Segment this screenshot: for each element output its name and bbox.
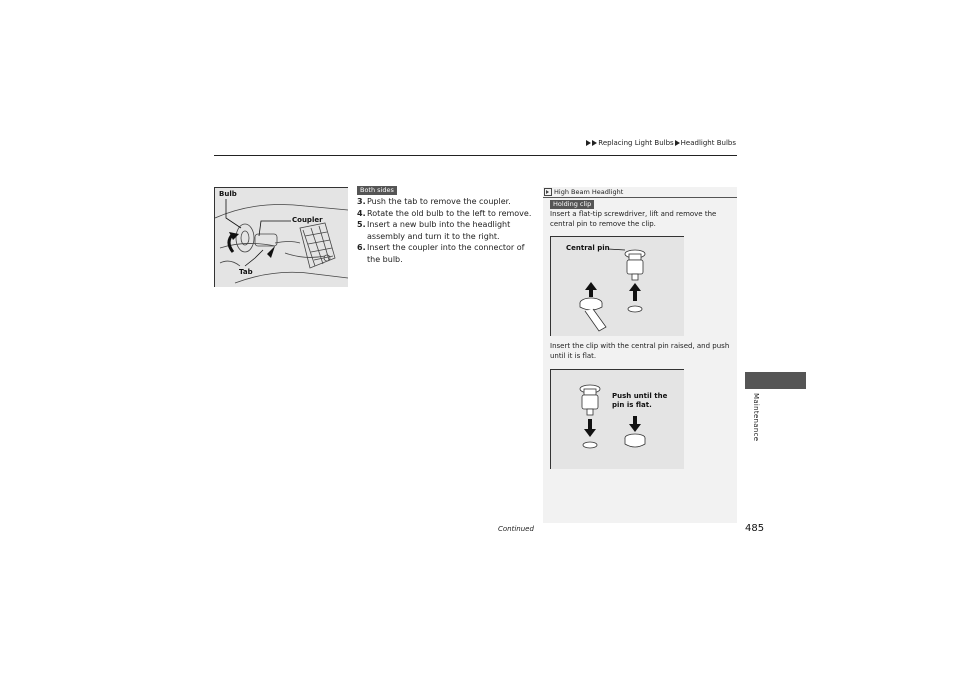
breadcrumb-item[interactable]: Replacing Light Bulbs [598, 139, 674, 147]
step-number: 5. [357, 220, 366, 229]
note-header[interactable] [543, 187, 737, 198]
continued-label: Continued [498, 525, 534, 533]
note-text-insert: Insert the clip with the central pin raised, and push until it is flat. [550, 342, 730, 360]
breadcrumb-item[interactable]: Headlight Bulbs [680, 139, 736, 147]
clip-insert-illustration [551, 370, 684, 469]
breadcrumb [586, 139, 736, 147]
step-number: 3. [357, 197, 366, 206]
coupler-label: Coupler [292, 216, 323, 224]
tab-label: Tab [239, 268, 253, 276]
headlight-assembly-illustration [215, 188, 348, 287]
step-item [357, 242, 537, 265]
maintenance-side-tab[interactable] [745, 372, 806, 389]
triangle-right-icon [586, 140, 591, 146]
side-tab-label: Maintenance [752, 393, 760, 442]
triangle-right-icon [592, 140, 597, 146]
step-number: 4. [357, 208, 366, 218]
push-label-line1: Push until the [612, 392, 668, 400]
step-item [357, 219, 537, 242]
clip-removal-figure [550, 236, 684, 336]
both-sides-tag: Both sides [357, 186, 397, 195]
page-number: 485 [745, 523, 765, 534]
step-text: Insert a new bulb into the headlight assembly and turn it to the right. [367, 220, 511, 241]
bulb-label: Bulb [219, 190, 237, 198]
clip-insert-figure [550, 369, 684, 469]
step-number: 6. [357, 243, 366, 252]
step-text: Push the tab to remove the coupler. [367, 197, 511, 206]
headlight-bulb-figure [214, 187, 348, 287]
holding-clip-tag: Holding clip [550, 200, 594, 209]
step-list [357, 196, 537, 265]
note-title: High Beam Headlight [554, 188, 624, 196]
step-item [357, 208, 537, 220]
step-item [357, 196, 537, 208]
step-text: Rotate the old bulb to the left to remove. [367, 208, 532, 218]
central-pin-label: Central pin [566, 244, 610, 252]
triangle-right-icon [675, 140, 680, 146]
note-text-remove: Insert a flat-tip screwdriver, lift and remove the central pin to remove the clip. [550, 210, 717, 228]
header-rule [214, 155, 737, 156]
push-label-line2: pin is flat. [612, 401, 652, 409]
step-text: Insert the coupler into the connector of the bulb. [367, 243, 525, 264]
note-link-icon [544, 188, 552, 196]
